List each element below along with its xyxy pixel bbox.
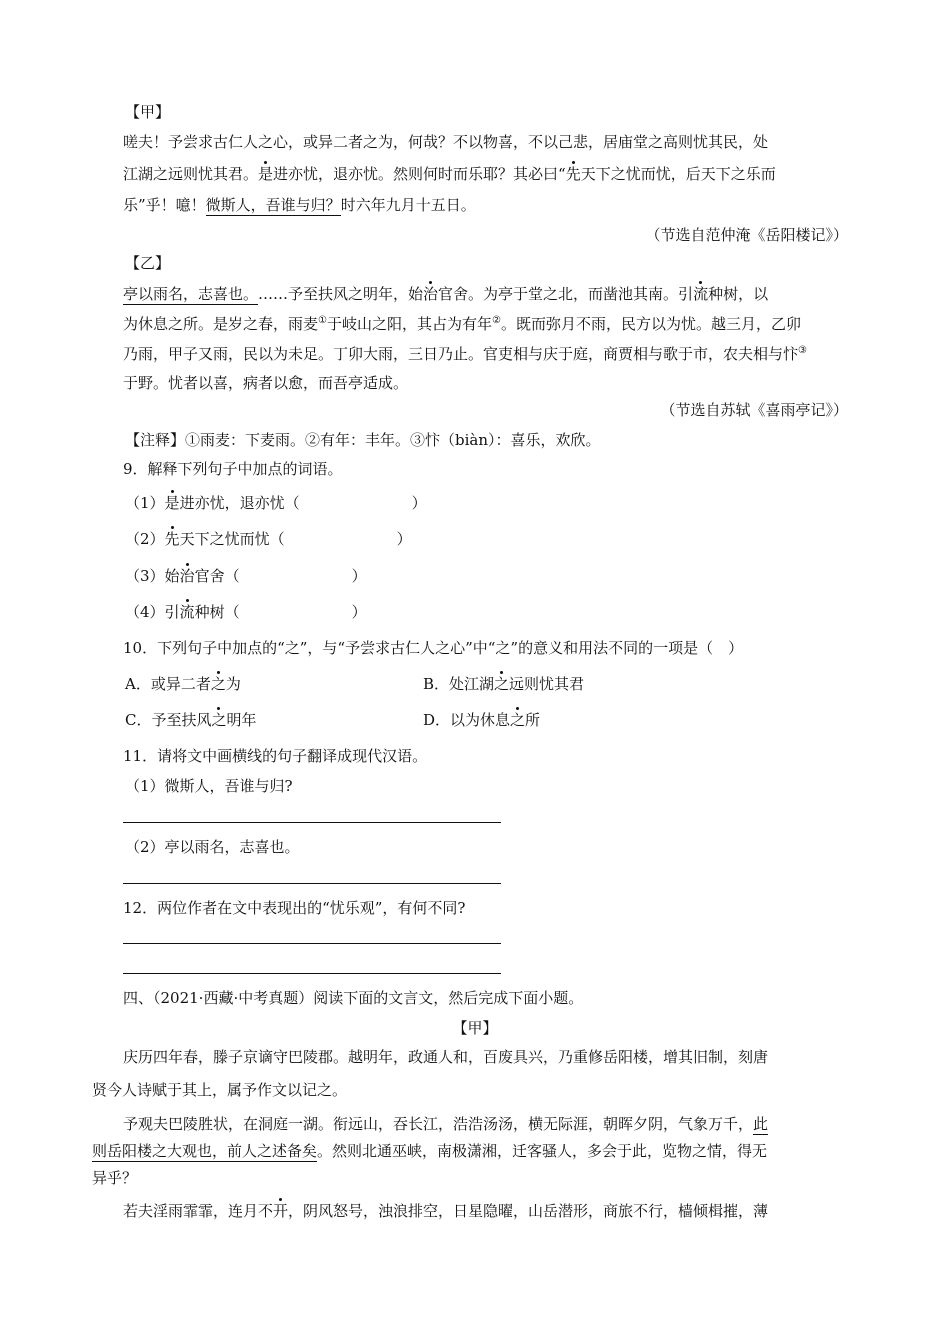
text: 江湖之远则忧其君。 bbox=[123, 165, 259, 183]
s4-p2-line-2 bbox=[92, 1141, 767, 1161]
q12-stem: 12．两位作者在文中表现出的“忧乐观”，有何不同? bbox=[123, 899, 466, 917]
answer-line[interactable] bbox=[123, 943, 501, 944]
text: D．以为休息 bbox=[423, 711, 511, 729]
dotted-char: 开 bbox=[273, 1202, 289, 1220]
s4-p1-line-1: 庆历四年春，滕子京谪守巴陵郡。越明年，政通人和，百废具兴，乃重修岳阳楼，增其旧制，刻唐 bbox=[123, 1048, 769, 1066]
yi-source: （节选自苏轼《喜雨亭记》） bbox=[660, 401, 848, 419]
yi-line-2 bbox=[123, 314, 801, 334]
jia-source: （节选自范仲淹《岳阳楼记》） bbox=[645, 226, 848, 244]
dotted-char: 之 bbox=[211, 711, 227, 729]
text: 天下之忧而忧（ bbox=[179, 530, 285, 548]
text: ） bbox=[396, 530, 412, 548]
answer-line[interactable] bbox=[123, 973, 501, 974]
q10-option-a[interactable] bbox=[125, 674, 241, 694]
dotted-char: 流 bbox=[693, 285, 709, 303]
text: 进亦忧，退亦忧（ bbox=[179, 494, 300, 512]
underlined-sentence: 则岳阳楼之大观也，前人之述备矣 bbox=[92, 1142, 318, 1160]
answer-line[interactable] bbox=[123, 883, 501, 884]
label-yi: 【乙】 bbox=[125, 254, 171, 272]
s4-p3-line-1 bbox=[123, 1201, 768, 1221]
text: 明年 bbox=[226, 711, 257, 729]
dotted-char: 先 bbox=[565, 165, 581, 183]
q10-option-c[interactable] bbox=[125, 710, 257, 730]
q9-item-1 bbox=[125, 493, 427, 513]
footnote-mark: ② bbox=[492, 315, 501, 326]
q11-sentence-2: （2）亭以雨名，志喜也。 bbox=[125, 838, 300, 856]
s4-p1-line-2: 贤今人诗赋于其上，属予作文以记之。 bbox=[92, 1081, 348, 1099]
text: 乃雨，甲子又雨，民以为未足。丁卯大雨，三日乃止。官吏相与庆于庭，商贾相与歌于市，农夫相与忭 bbox=[123, 345, 799, 363]
jia-line-2 bbox=[123, 164, 776, 184]
footnote-mark: ① bbox=[318, 315, 327, 326]
q9-item-2 bbox=[125, 529, 412, 549]
footnote-mark: ③ bbox=[798, 345, 807, 356]
text: 天下之忧而忧，后天下之乐而 bbox=[580, 165, 776, 183]
text: B．处江湖 bbox=[423, 675, 495, 693]
yi-line-1 bbox=[123, 284, 768, 304]
yi-line-3 bbox=[123, 344, 807, 364]
dotted-char: 治 bbox=[179, 567, 195, 585]
text: 若夫淫雨霏霏，连月不 bbox=[123, 1202, 274, 1220]
q9-item-4 bbox=[125, 602, 367, 622]
text: （4）引 bbox=[125, 603, 180, 621]
jia-line-1: 嗟夫！予尝求古仁人之心，或异二者之为，何哉？不以物喜，不以己悲，居庙堂之高则忧其民，处 bbox=[123, 133, 769, 151]
dotted-char: 是 bbox=[258, 165, 274, 183]
text: ） bbox=[351, 567, 367, 585]
q11-stem: 11．请将文中画横线的句子翻译成现代汉语。 bbox=[123, 747, 428, 765]
s4-p2-line-3: 异乎？ bbox=[92, 1169, 138, 1187]
text: 种树，以 bbox=[708, 285, 769, 303]
text: 官舍（ bbox=[194, 567, 240, 585]
text: 乐”乎！噫！ bbox=[123, 196, 206, 214]
text: 予观夫巴陵胜状，在洞庭一湖。衔远山，吞长江，浩浩汤汤，横无际涯，朝晖夕阴，气象万千， bbox=[123, 1115, 754, 1133]
q9-stem: 9．解释下列句子中加点的词语。 bbox=[123, 460, 343, 478]
text: 为 bbox=[225, 675, 241, 693]
q9-item-3 bbox=[125, 566, 367, 586]
dotted-char: 是 bbox=[164, 494, 180, 512]
dotted-char: 之 bbox=[210, 675, 226, 693]
text: 为休息之所。是岁之春，雨麦 bbox=[123, 315, 319, 333]
q10-stem: 10．下列句子中加点的“之”，与“予尝求古仁人之心”中“之”的意义和用法不同的一项是（ ） bbox=[123, 639, 744, 657]
text: 所 bbox=[525, 711, 541, 729]
label-jia: 【甲】 bbox=[125, 103, 171, 121]
q10-option-b[interactable] bbox=[423, 674, 584, 694]
q11-sentence-1: （1）微斯人，吾谁与归? bbox=[125, 777, 293, 795]
underlined-sentence: 此 bbox=[753, 1115, 769, 1133]
text: C．予至扶风 bbox=[125, 711, 212, 729]
text: 。既而弥月不雨，民方以为忧。越三月，乙卯 bbox=[500, 315, 801, 333]
text: 官舍。为亭于堂之北，而凿池其南。引 bbox=[438, 285, 694, 303]
yi-line-4: 于野。忧者以喜，病者以愈，而吾亭适成。 bbox=[123, 374, 409, 392]
text: （1） bbox=[125, 494, 165, 512]
jia-line-3 bbox=[123, 195, 476, 215]
dotted-char: 治 bbox=[423, 285, 439, 303]
text: ） bbox=[411, 494, 427, 512]
underlined-sentence: 微斯人，吾谁与归？ bbox=[205, 196, 341, 214]
q10-option-d[interactable] bbox=[423, 710, 540, 730]
dotted-char: 之 bbox=[494, 675, 510, 693]
section4-heading: 四、（2021·西藏·中考真题）阅读下面的文言文，然后完成下面小题。 bbox=[123, 989, 584, 1007]
text: ） bbox=[351, 603, 367, 621]
text: （3）始 bbox=[125, 567, 180, 585]
text: ……予至扶风之明年，始 bbox=[258, 285, 424, 303]
text: 时六年九月十五日。 bbox=[340, 196, 476, 214]
section4-label-jia: 【甲】 bbox=[452, 1019, 498, 1037]
answer-line[interactable] bbox=[123, 822, 501, 823]
text: 。然则北通巫峡，南极潇湘，迁客骚人，多会于此，览物之情，得无 bbox=[317, 1142, 768, 1160]
text: ，阴风怒号，浊浪排空，日星隐曜，山岳潜形，商旅不行，樯倾楫摧，薄 bbox=[288, 1202, 769, 1220]
notes: 【注释】①雨麦：下麦雨。②有年：丰年。③忭（biàn）：喜乐，欢欣。 bbox=[125, 431, 601, 449]
text: 远则忧其君 bbox=[509, 675, 585, 693]
text: A．或异二者 bbox=[125, 675, 211, 693]
text: 于岐山之阳，其占为有年 bbox=[326, 315, 492, 333]
text: 种树（ bbox=[194, 603, 240, 621]
text: 进亦忧，退亦忧。然则何时而乐耶？其必曰“ bbox=[273, 165, 566, 183]
dotted-char: 先 bbox=[164, 530, 180, 548]
dotted-char: 流 bbox=[179, 603, 195, 621]
underlined-sentence: 亭以雨名，志喜也。 bbox=[123, 285, 259, 303]
s4-p2-line-1 bbox=[123, 1114, 768, 1134]
dotted-char: 之 bbox=[510, 711, 526, 729]
text: （2） bbox=[125, 530, 165, 548]
